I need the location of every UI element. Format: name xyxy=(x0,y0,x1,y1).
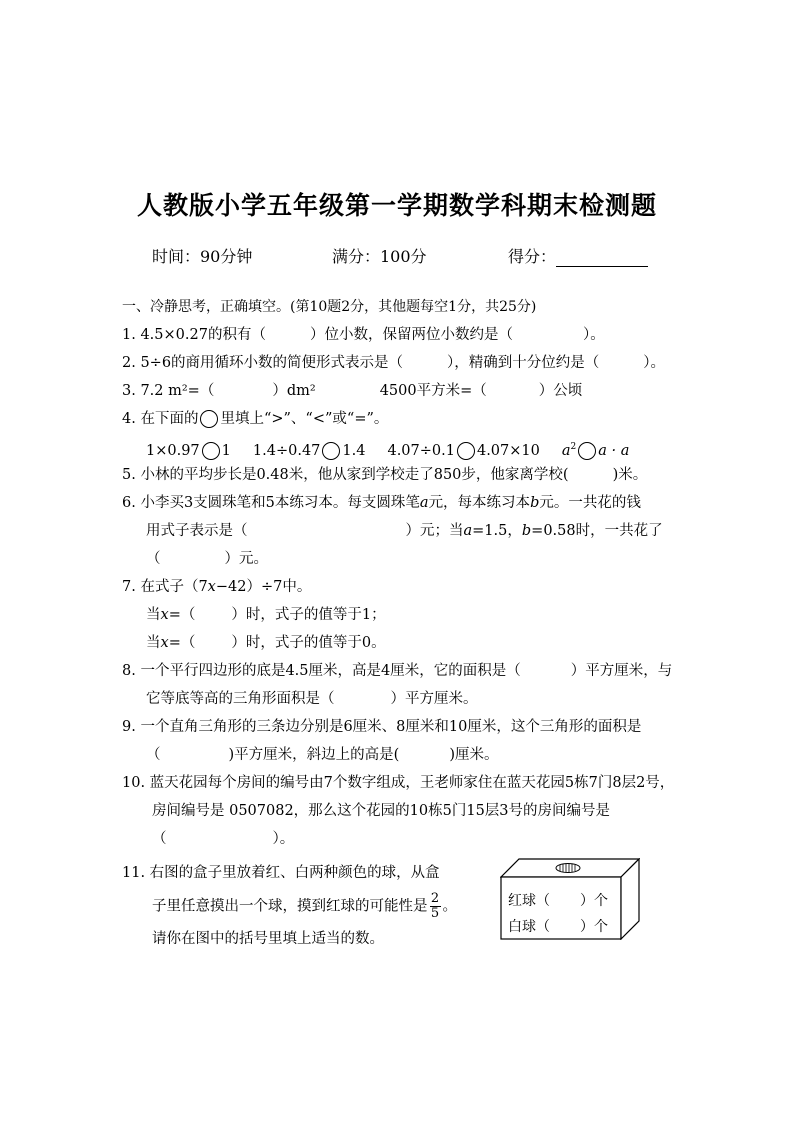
question-8-line-2 xyxy=(146,690,478,708)
q6-var-b: b xyxy=(530,495,540,511)
circle-icon xyxy=(200,410,218,428)
q3-text-d: ）公顷 xyxy=(538,383,583,399)
q8-text-a: 8. 一个平行四边形的底是4.5厘米，高是4厘米，它的面积是（ xyxy=(122,663,521,679)
q4-text-b: 里填上“>”、“<”或“=”。 xyxy=(220,411,389,427)
section-heading: 一、冷静思考，正确填空。(第10题2分，其他题每空1分，共25分) xyxy=(122,299,537,315)
score-label: 得分： xyxy=(508,247,557,266)
q6-text-e: ）元；当 xyxy=(405,523,464,539)
q7-text-d3: ）时，式子的值等于0。 xyxy=(231,635,386,651)
q7-when-1: 当 xyxy=(146,607,161,623)
question-7 xyxy=(122,578,311,596)
q4-item3-right: 4.07×10 xyxy=(476,442,540,459)
q4-item4-right: a · a xyxy=(598,442,630,459)
compare-circle-1[interactable] xyxy=(202,442,220,460)
q10-text-d: ）。 xyxy=(272,831,295,847)
white-ball-unit: ）个 xyxy=(580,919,608,935)
q6-text-g: =0.58时，一共花了 xyxy=(531,523,663,539)
question-5 xyxy=(122,466,647,484)
score-blank[interactable] xyxy=(556,250,648,267)
q2-text-a: 2. 5÷6的商用循环小数的简便形式表示是（ xyxy=(122,355,404,371)
question-11 xyxy=(122,864,440,882)
question-2 xyxy=(122,354,665,372)
q4-text-a: 4. 在下面的 xyxy=(122,411,199,427)
full-score-label: 满分：100分 xyxy=(332,247,427,266)
red-ball-label: 红球（ xyxy=(508,893,550,909)
q5-text-b: )米。 xyxy=(612,467,648,483)
q4-item2-left: 1.4÷0.47 xyxy=(252,442,321,459)
q6-var-a-2: a xyxy=(463,523,473,539)
question-10-line-3 xyxy=(152,830,294,848)
question-10 xyxy=(122,774,674,792)
q6-text-b: 元，每本练习本 xyxy=(428,495,531,511)
q6-var-a: a xyxy=(419,495,429,511)
fraction-numerator: 2 xyxy=(430,891,440,906)
q9-text-c: )平方厘米，斜边上的高是( xyxy=(228,747,400,763)
compare-circle-2[interactable] xyxy=(322,442,340,460)
white-ball-label: 白球（ xyxy=(508,919,550,935)
question-11-line-3 xyxy=(152,930,384,948)
q4-item1-right: 1 xyxy=(221,442,231,459)
q2-text-b: ），精确到十分位约是（ xyxy=(447,355,600,371)
q7-eq-1: =（ xyxy=(168,607,196,623)
q6-text-d: 用式子表示是（ xyxy=(146,523,248,539)
q6-text-h: （ xyxy=(146,551,161,567)
q4-item3-left: 4.07÷0.1 xyxy=(387,442,455,459)
question-3 xyxy=(122,382,582,400)
q6-text-i: ）元。 xyxy=(224,551,268,567)
question-10-line-2 xyxy=(152,802,610,820)
q7-eq-2: =（ xyxy=(168,635,196,651)
q1-text-b: ）位小数，保留两位小数约是（ xyxy=(309,327,513,343)
q7-text-b: −42）÷7中。 xyxy=(215,579,312,595)
q7-text-c3: ）时，式子的值等于1； xyxy=(231,607,386,623)
q2-text-c: ）。 xyxy=(643,355,666,371)
q10-text-b: 房间编号是 0507082，那么这个花园的10栋5门15层3号的房间编号是 xyxy=(152,803,611,819)
question-6 xyxy=(122,494,641,512)
q8-text-d: ）平方厘米。 xyxy=(390,691,478,707)
q6-var-b-2: b xyxy=(521,523,532,539)
question-6-line-3 xyxy=(146,550,268,568)
question-8 xyxy=(122,662,672,680)
box-opening-icon xyxy=(556,864,580,873)
q7-var-2: x xyxy=(160,635,169,651)
fraction-two-fifths xyxy=(430,892,441,921)
q8-text-b: ）平方厘米，与 xyxy=(570,663,673,679)
q7-when-2: 当 xyxy=(146,635,161,651)
q3-text-a: 3. 7.2 m²=（ xyxy=(122,383,215,399)
q3-text-c: 4500平方米=（ xyxy=(379,383,487,399)
compare-circle-4[interactable] xyxy=(578,442,596,460)
q7-text-a: 7. 在式子（7 xyxy=(122,579,208,595)
question-11-line-2 xyxy=(152,892,457,921)
q6-text-f: =1.5， xyxy=(472,523,522,539)
question-4 xyxy=(122,410,388,428)
q9-text-d: )厘米。 xyxy=(449,747,499,763)
q11-text-end: 。 xyxy=(442,898,457,915)
question-9 xyxy=(122,718,641,736)
q4-item1-left: 1×0.97 xyxy=(146,442,200,459)
q4-item4-base: a xyxy=(561,442,571,459)
question-6-line-2 xyxy=(146,522,663,540)
red-ball-unit: ）个 xyxy=(580,893,608,909)
q9-text-a: 9. 一个直角三角形的三条边分别是6厘米、8厘米和10厘米，这个三角形的面积是 xyxy=(122,719,642,735)
question-9-line-2 xyxy=(146,746,499,764)
page-title: 人教版小学五年级第一学期数学科期末检测题 xyxy=(136,191,657,220)
q1-text-c: ）。 xyxy=(582,327,605,343)
q11-text-b: 子里任意摸出一个球，摸到红球的可能性是 xyxy=(152,898,428,915)
q7-var-1: x xyxy=(160,607,169,623)
question-4-items xyxy=(146,438,629,460)
q3-text-b: ）dm² xyxy=(272,383,316,399)
compare-circle-3[interactable] xyxy=(457,442,475,460)
q11-text-c: 请你在图中的括号里填上适当的数。 xyxy=(152,931,384,947)
q4-item2-right: 1.4 xyxy=(342,442,366,459)
score-field xyxy=(508,244,648,267)
q9-text-b: （ xyxy=(146,747,161,763)
q10-text-a: 10. 蓝天花园每个房间的编号由7个数字组成，王老师家住在蓝天花园5栋7门8层2号， xyxy=(122,775,675,791)
q10-text-c: （ xyxy=(152,831,167,847)
fraction-denominator: 5 xyxy=(430,906,440,921)
red-ball-count xyxy=(508,890,608,910)
question-1 xyxy=(122,326,605,344)
q5-text-a: 5. 小林的平均步长是0.48米，他从家到学校走了850步，他家离学校( xyxy=(122,467,569,483)
q11-text-a: 11. 右图的盒子里放着红、白两种颜色的球，从盒 xyxy=(122,865,440,881)
q6-text-a: 6. 小李买3支圆珠笔和5本练习本。每支圆珠笔 xyxy=(122,495,420,511)
q4-item4-exp: 2 xyxy=(570,442,577,452)
time-label: 时间：90分钟 xyxy=(152,247,253,266)
q6-text-c: 元。一共花的钱 xyxy=(539,495,641,511)
q8-text-c: 它等底等高的三角形面积是（ xyxy=(146,691,335,707)
question-7-sub-2 xyxy=(146,634,386,652)
q1-text-a: 1. 4.5×0.27的积有（ xyxy=(122,327,266,343)
q7-var: x xyxy=(207,579,216,595)
white-ball-count xyxy=(508,916,608,936)
question-7-sub-1 xyxy=(146,606,386,624)
